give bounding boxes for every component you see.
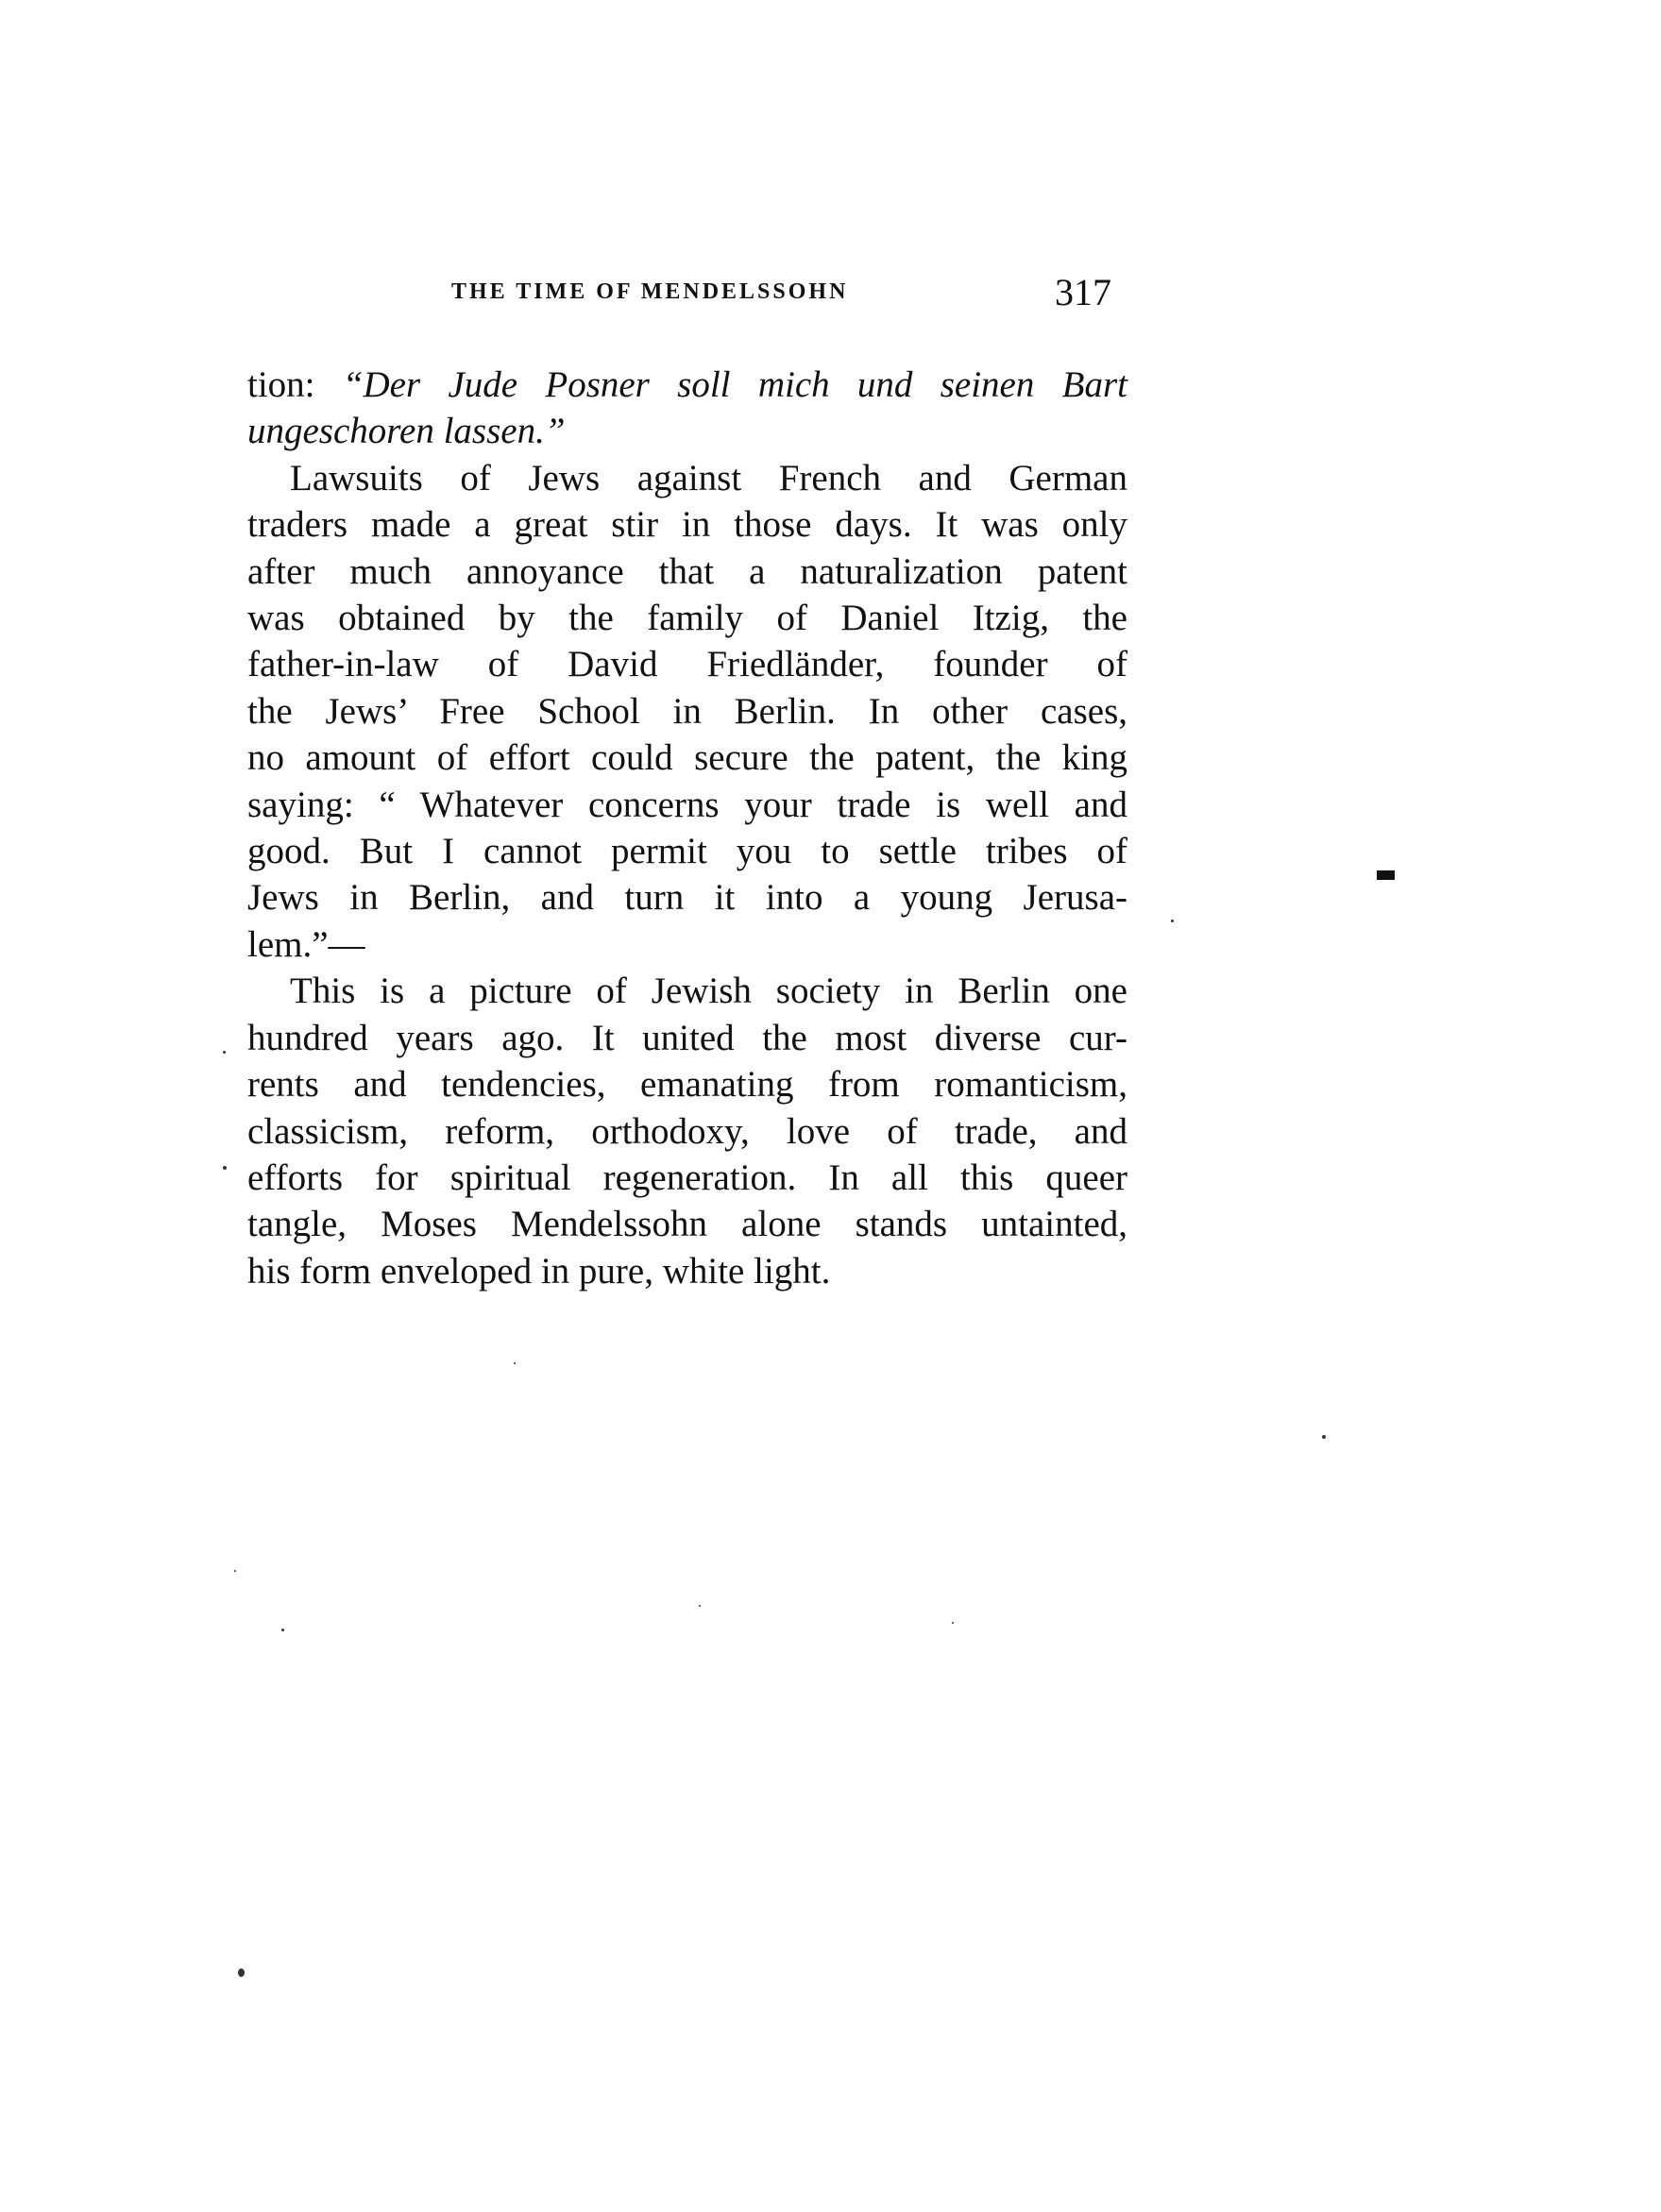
scan-speck: [223, 1051, 226, 1054]
paragraph-3-line-7: his form enveloped in pure, white light.: [247, 1250, 831, 1292]
paragraph-3-line-1: This is a picture of Jewish society in Berlin one: [290, 971, 1127, 1012]
paragraph-3-line-2: hundred years ago. It united the most diverse cur-: [247, 1017, 1127, 1058]
paragraph-2-line-9: good. But I cannot permit you to settle tribes of: [247, 831, 1127, 872]
paragraph-3-line-6: tangle, Moses Mendelssohn alone stands untainted,: [247, 1204, 1127, 1245]
scan-speck: [952, 1622, 954, 1624]
scan-speck: [238, 1968, 245, 1977]
german-quote-part-1: “Der Jude Posner soll mich und seinen Bart: [342, 364, 1127, 405]
paragraph-2-line-2: traders made a great stir in those days. It was only: [247, 504, 1127, 546]
paragraph-1-line-1: [247, 362, 1127, 408]
paragraph-2-line-11: lem.”—: [247, 923, 365, 965]
scan-speck: [1322, 1435, 1326, 1439]
german-quote-part-2: ungeschoren lassen.”: [247, 411, 566, 452]
paragraph-2-line-8: saying: “ Whatever concerns your trade is well and: [247, 784, 1127, 825]
scan-speck: [234, 1570, 236, 1572]
body-text: [247, 362, 1127, 1294]
page-number: 317: [1055, 271, 1111, 313]
scan-speck: [223, 1166, 227, 1170]
line-prefix: tion:: [247, 364, 343, 405]
paragraph-2-line-4: was obtained by the family of Daniel Itzig, the: [247, 598, 1127, 639]
paragraph-2-line-7: no amount of effort could secure the patent, the king: [247, 737, 1127, 779]
paragraph-3-line-4: classicism, reform, orthodoxy, love of trade, and: [247, 1110, 1127, 1152]
paragraph-2-line-6: the Jews’ Free School in Berlin. In other cases,: [247, 690, 1127, 732]
paragraph-2-line-1: Lawsuits of Jews against French and German: [290, 457, 1127, 498]
scan-mark: [1377, 870, 1395, 880]
paragraph-2-line-3: after much annoyance that a naturalization patent: [247, 550, 1127, 592]
scan-speck: [281, 1629, 284, 1631]
scan-speck: [514, 1362, 516, 1364]
scan-speck: [699, 1605, 701, 1607]
paragraph-3-line-5: efforts for spiritual regeneration. In all this queer: [247, 1157, 1127, 1198]
paragraph-3-line-3: rents and tendencies, emanating from romanticism,: [247, 1064, 1127, 1106]
scan-speck: [1171, 920, 1174, 922]
running-head: THE TIME OF MENDELSSOHN: [451, 279, 849, 304]
paragraph-2-line-10: Jews in Berlin, and turn it into a young Jerusa-: [247, 877, 1127, 919]
paragraph-2-line-5: father-in-law of David Friedländer, founder of: [247, 644, 1127, 685]
